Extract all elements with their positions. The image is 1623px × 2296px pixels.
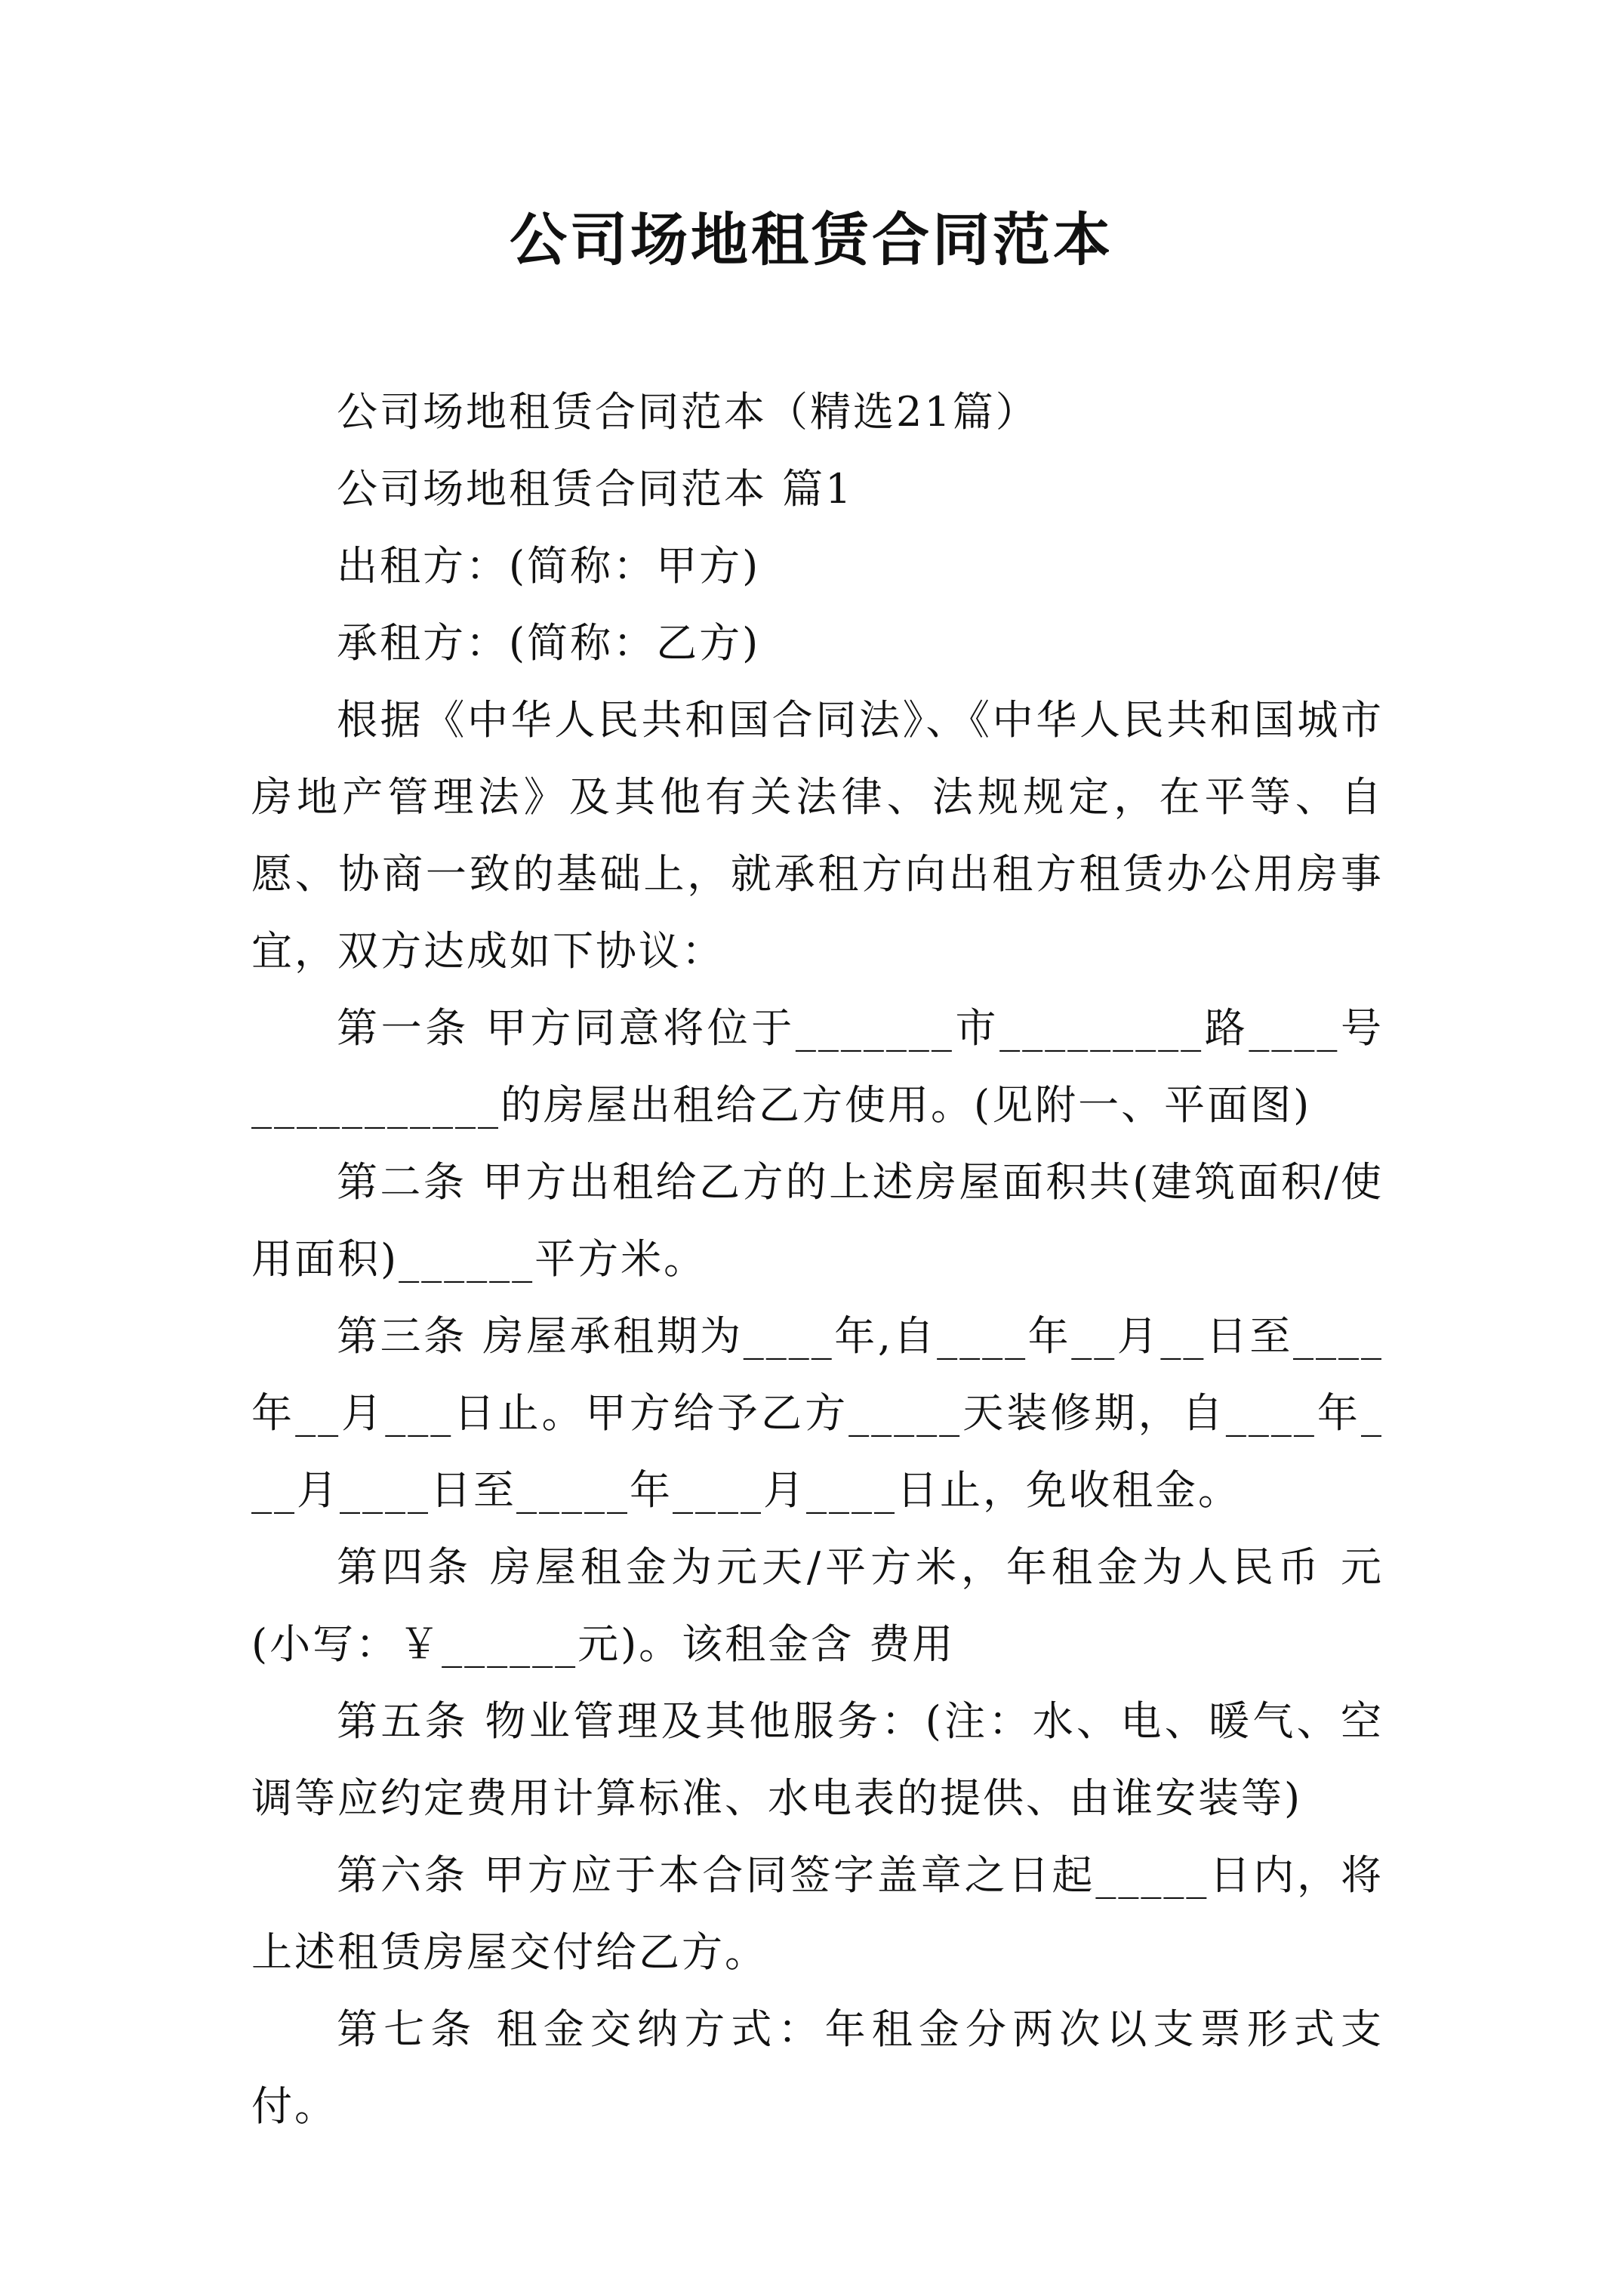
paragraph-preamble: 根据《中华人民共和国合同法》、《中华人民共和国城市房地产管理法》及其他有关法律、法规规定，在平等、自愿、协商一致的基础上，就承租方向出租方租赁办公用房事宜，双方达成如下协议： (251, 696, 1384, 975)
document-title: 公司场地租赁合同范本 (510, 206, 1113, 273)
paragraph-clause-3: 第三条 房屋承租期为____年,自____年__月__日至____年__月___日止。甲方给予乙方_____天装修期，自____年___月____日至_____年____月____日止，免收租金。 (251, 1312, 1384, 1514)
document-body (251, 374, 1384, 2145)
paragraph-lessee: 承租方：(简称：乙方) (337, 619, 761, 667)
paragraph-clause-7: 第七条 租金交纳方式：年租金分两次以支票形式支付。 (251, 2005, 1384, 2130)
paragraph-article-heading: 公司场地租赁合同范本 篇1 (337, 465, 854, 513)
paragraph-clause-4: 第四条 房屋租金为元天/平方米，年租金为人民币 元(小写：￥______元)。该租金含 费用 (251, 1543, 1384, 1668)
paragraph-clause-1: 第一条 甲方同意将位于_______市_________路____号___________的房屋出租给乙方使用。(见附一、平面图) (251, 1004, 1384, 1129)
paragraph-clause-2: 第二条 甲方出租给乙方的上述房屋面积共(建筑面积/使用面积)______平方米。 (251, 1158, 1384, 1283)
paragraph-clause-6: 第六条 甲方应于本合同签字盖章之日起_____日内，将上述租赁房屋交付给乙方。 (251, 1851, 1384, 1976)
paragraph-lessor: 出租方：(简称：甲方) (337, 542, 761, 590)
paragraph-clause-5: 第五条 物业管理及其他服务：(注：水、电、暖气、空调等应约定费用计算标准、水电表的提供、由谁安装等) (251, 1697, 1384, 1822)
paragraph-collection-heading: 公司场地租赁合同范本（精选21篇） (337, 388, 1039, 436)
